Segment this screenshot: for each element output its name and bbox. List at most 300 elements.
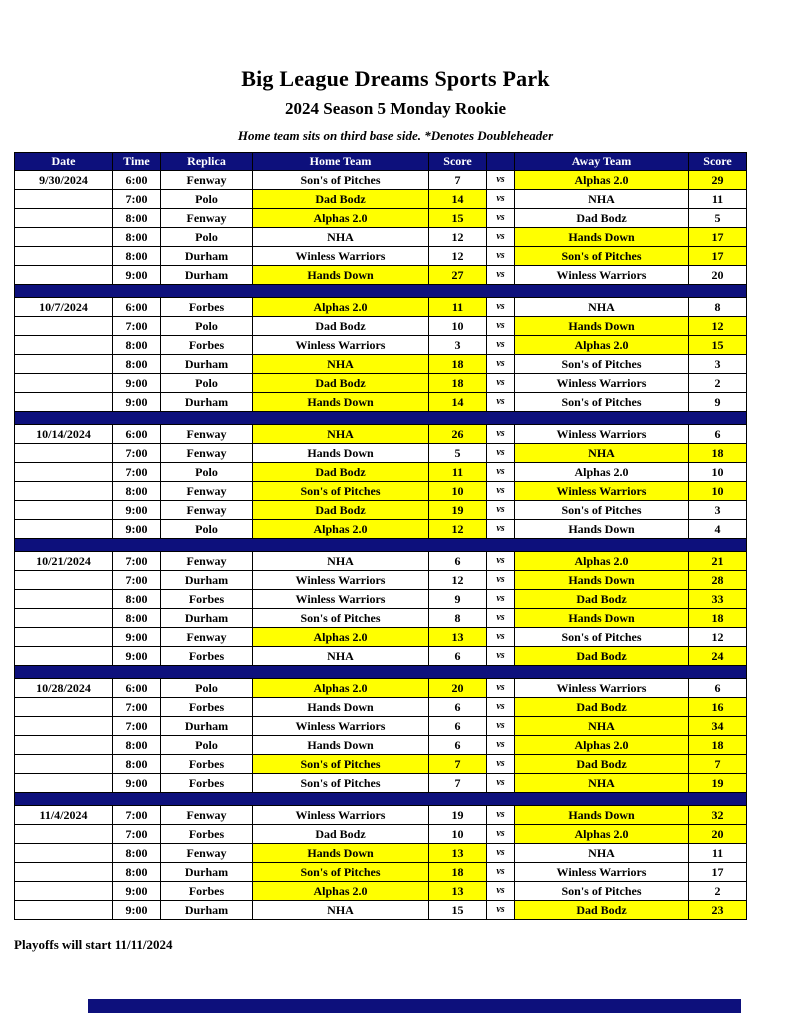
time-cell: 8:00: [113, 247, 161, 266]
schedule-row: [15, 901, 747, 920]
replica-cell: Polo: [161, 190, 253, 209]
vs-cell: vs: [487, 755, 515, 774]
schedule-row: [15, 679, 747, 698]
time-cell: 7:00: [113, 317, 161, 336]
away-team-cell: Hands Down: [515, 520, 689, 539]
time-cell: 7:00: [113, 190, 161, 209]
schedule-row: [15, 863, 747, 882]
time-cell: 7:00: [113, 717, 161, 736]
time-cell: 8:00: [113, 863, 161, 882]
away-score-cell: 28: [689, 571, 747, 590]
home-team-cell: Alphas 2.0: [253, 628, 429, 647]
home-score-cell: 18: [429, 863, 487, 882]
home-score-cell: 10: [429, 825, 487, 844]
schedule-row: [15, 647, 747, 666]
time-cell: 8:00: [113, 844, 161, 863]
away-score-cell: 3: [689, 355, 747, 374]
replica-cell: Fenway: [161, 552, 253, 571]
home-team-cell: Hands Down: [253, 698, 429, 717]
home-team-cell: NHA: [253, 647, 429, 666]
time-cell: 6:00: [113, 679, 161, 698]
date-cell: [15, 717, 113, 736]
replica-cell: Durham: [161, 355, 253, 374]
time-cell: 6:00: [113, 171, 161, 190]
home-score-cell: 18: [429, 374, 487, 393]
date-cell: [15, 863, 113, 882]
time-cell: 7:00: [113, 571, 161, 590]
time-cell: 9:00: [113, 266, 161, 285]
schedule-row: [15, 209, 747, 228]
home-team-cell: Winless Warriors: [253, 806, 429, 825]
away-team-cell: Alphas 2.0: [515, 463, 689, 482]
away-team-cell: Alphas 2.0: [515, 825, 689, 844]
date-cell: [15, 228, 113, 247]
date-cell: 11/4/2024: [15, 806, 113, 825]
vs-cell: vs: [487, 736, 515, 755]
replica-cell: Fenway: [161, 171, 253, 190]
date-cell: [15, 825, 113, 844]
home-score-cell: 11: [429, 463, 487, 482]
group-separator: [15, 412, 747, 425]
home-team-cell: Alphas 2.0: [253, 882, 429, 901]
home-team-cell: Son's of Pitches: [253, 609, 429, 628]
date-cell: [15, 590, 113, 609]
home-team-cell: NHA: [253, 425, 429, 444]
schedule-row: [15, 736, 747, 755]
schedule-row: [15, 806, 747, 825]
time-cell: 8:00: [113, 336, 161, 355]
away-team-cell: Hands Down: [515, 571, 689, 590]
time-cell: 9:00: [113, 901, 161, 920]
home-team-cell: Dad Bodz: [253, 374, 429, 393]
vs-cell: vs: [487, 901, 515, 920]
schedule-row: [15, 501, 747, 520]
date-cell: [15, 647, 113, 666]
away-team-cell: Son's of Pitches: [515, 882, 689, 901]
away-score-cell: 18: [689, 736, 747, 755]
date-cell: [15, 463, 113, 482]
home-team-cell: Hands Down: [253, 393, 429, 412]
away-team-cell: Hands Down: [515, 317, 689, 336]
date-cell: [15, 266, 113, 285]
footer-bar: [88, 999, 741, 1013]
schedule-row: [15, 609, 747, 628]
date-cell: [15, 571, 113, 590]
replica-cell: Polo: [161, 736, 253, 755]
home-score-cell: 14: [429, 393, 487, 412]
away-score-cell: 17: [689, 863, 747, 882]
away-score-cell: 32: [689, 806, 747, 825]
away-score-cell: 7: [689, 755, 747, 774]
replica-cell: Fenway: [161, 844, 253, 863]
schedule-body: [15, 171, 747, 920]
away-team-cell: Dad Bodz: [515, 698, 689, 717]
time-cell: 6:00: [113, 298, 161, 317]
vs-cell: vs: [487, 679, 515, 698]
vs-cell: vs: [487, 520, 515, 539]
schedule-row: [15, 628, 747, 647]
schedule-row: [15, 374, 747, 393]
away-team-cell: Winless Warriors: [515, 679, 689, 698]
schedule-row: [15, 590, 747, 609]
away-team-cell: Hands Down: [515, 609, 689, 628]
away-team-cell: Alphas 2.0: [515, 171, 689, 190]
schedule-row: [15, 520, 747, 539]
home-team-cell: Son's of Pitches: [253, 863, 429, 882]
vs-cell: vs: [487, 609, 515, 628]
date-cell: [15, 247, 113, 266]
replica-cell: Forbes: [161, 774, 253, 793]
time-cell: 8:00: [113, 755, 161, 774]
home-score-cell: 9: [429, 590, 487, 609]
replica-cell: Durham: [161, 247, 253, 266]
time-cell: 8:00: [113, 609, 161, 628]
date-cell: [15, 501, 113, 520]
home-score-cell: 14: [429, 190, 487, 209]
schedule-row: [15, 755, 747, 774]
replica-cell: Polo: [161, 520, 253, 539]
schedule-row: [15, 317, 747, 336]
schedule-row: [15, 336, 747, 355]
replica-cell: Forbes: [161, 825, 253, 844]
away-team-cell: Dad Bodz: [515, 209, 689, 228]
replica-cell: Fenway: [161, 806, 253, 825]
header-vs: [487, 153, 515, 171]
home-team-cell: NHA: [253, 552, 429, 571]
schedule-row: [15, 355, 747, 374]
replica-cell: Forbes: [161, 882, 253, 901]
home-score-cell: 11: [429, 298, 487, 317]
away-team-cell: Winless Warriors: [515, 863, 689, 882]
time-cell: 9:00: [113, 774, 161, 793]
replica-cell: Fenway: [161, 482, 253, 501]
home-team-cell: Son's of Pitches: [253, 774, 429, 793]
home-score-cell: 6: [429, 736, 487, 755]
time-cell: 8:00: [113, 482, 161, 501]
home-score-cell: 8: [429, 609, 487, 628]
vs-cell: vs: [487, 425, 515, 444]
away-score-cell: 11: [689, 844, 747, 863]
time-cell: 8:00: [113, 736, 161, 755]
schedule-row: [15, 698, 747, 717]
date-cell: [15, 755, 113, 774]
time-cell: 9:00: [113, 647, 161, 666]
header-home-team: Home Team: [253, 153, 429, 171]
schedule-row: [15, 444, 747, 463]
date-cell: [15, 374, 113, 393]
home-score-cell: 6: [429, 552, 487, 571]
vs-cell: vs: [487, 374, 515, 393]
away-score-cell: 6: [689, 425, 747, 444]
home-score-cell: 5: [429, 444, 487, 463]
home-score-cell: 12: [429, 520, 487, 539]
header-replica: Replica: [161, 153, 253, 171]
vs-cell: vs: [487, 844, 515, 863]
replica-cell: Fenway: [161, 444, 253, 463]
home-score-cell: 6: [429, 717, 487, 736]
away-score-cell: 20: [689, 266, 747, 285]
date-cell: [15, 698, 113, 717]
away-score-cell: 17: [689, 247, 747, 266]
home-team-cell: Winless Warriors: [253, 590, 429, 609]
vs-cell: vs: [487, 698, 515, 717]
away-team-cell: Winless Warriors: [515, 266, 689, 285]
home-score-cell: 12: [429, 247, 487, 266]
away-score-cell: 12: [689, 317, 747, 336]
home-team-cell: Alphas 2.0: [253, 520, 429, 539]
header-time: Time: [113, 153, 161, 171]
date-cell: [15, 609, 113, 628]
away-team-cell: Winless Warriors: [515, 482, 689, 501]
date-cell: [15, 482, 113, 501]
home-score-cell: 13: [429, 628, 487, 647]
away-team-cell: Dad Bodz: [515, 755, 689, 774]
away-team-cell: NHA: [515, 298, 689, 317]
home-score-cell: 7: [429, 755, 487, 774]
away-score-cell: 8: [689, 298, 747, 317]
date-cell: [15, 393, 113, 412]
home-team-cell: Alphas 2.0: [253, 298, 429, 317]
time-cell: 7:00: [113, 444, 161, 463]
away-team-cell: NHA: [515, 190, 689, 209]
schedule-row: [15, 228, 747, 247]
schedule-row: [15, 247, 747, 266]
vs-cell: vs: [487, 863, 515, 882]
playoffs-note: Playoffs will start 11/11/2024: [14, 937, 173, 952]
home-score-cell: 7: [429, 774, 487, 793]
schedule-table: [14, 152, 747, 920]
away-team-cell: Alphas 2.0: [515, 736, 689, 755]
away-team-cell: Alphas 2.0: [515, 336, 689, 355]
vs-cell: vs: [487, 266, 515, 285]
time-cell: 9:00: [113, 882, 161, 901]
date-cell: 10/7/2024: [15, 298, 113, 317]
date-cell: [15, 444, 113, 463]
away-score-cell: 2: [689, 374, 747, 393]
home-team-cell: Winless Warriors: [253, 571, 429, 590]
home-score-cell: 13: [429, 882, 487, 901]
time-cell: 8:00: [113, 355, 161, 374]
schedule-row: [15, 298, 747, 317]
away-team-cell: Winless Warriors: [515, 425, 689, 444]
date-cell: 9/30/2024: [15, 171, 113, 190]
replica-cell: Fenway: [161, 628, 253, 647]
away-score-cell: 34: [689, 717, 747, 736]
home-score-cell: 13: [429, 844, 487, 863]
replica-cell: Polo: [161, 228, 253, 247]
away-score-cell: 16: [689, 698, 747, 717]
replica-cell: Forbes: [161, 647, 253, 666]
home-team-cell: Dad Bodz: [253, 501, 429, 520]
date-cell: [15, 882, 113, 901]
time-cell: 8:00: [113, 590, 161, 609]
replica-cell: Forbes: [161, 298, 253, 317]
time-cell: 9:00: [113, 393, 161, 412]
home-score-cell: 12: [429, 228, 487, 247]
replica-cell: Fenway: [161, 425, 253, 444]
time-cell: 7:00: [113, 552, 161, 571]
away-team-cell: Son's of Pitches: [515, 393, 689, 412]
vs-cell: vs: [487, 552, 515, 571]
away-team-cell: Son's of Pitches: [515, 355, 689, 374]
home-score-cell: 10: [429, 482, 487, 501]
home-team-note: Home team sits on third base side. *Denotes Doubleheader: [237, 128, 554, 143]
date-cell: [15, 190, 113, 209]
away-team-cell: Alphas 2.0: [515, 552, 689, 571]
schedule-row: [15, 844, 747, 863]
away-team-cell: Son's of Pitches: [515, 628, 689, 647]
vs-cell: vs: [487, 825, 515, 844]
home-team-cell: Hands Down: [253, 266, 429, 285]
home-team-cell: Dad Bodz: [253, 317, 429, 336]
away-score-cell: 24: [689, 647, 747, 666]
home-score-cell: 26: [429, 425, 487, 444]
away-team-cell: Son's of Pitches: [515, 501, 689, 520]
away-score-cell: 21: [689, 552, 747, 571]
vs-cell: vs: [487, 774, 515, 793]
away-score-cell: 18: [689, 609, 747, 628]
away-team-cell: Dad Bodz: [515, 647, 689, 666]
schedule-row: [15, 171, 747, 190]
vs-cell: vs: [487, 571, 515, 590]
home-team-cell: NHA: [253, 355, 429, 374]
date-cell: 10/28/2024: [15, 679, 113, 698]
away-score-cell: 33: [689, 590, 747, 609]
date-cell: [15, 520, 113, 539]
vs-cell: vs: [487, 355, 515, 374]
home-score-cell: 10: [429, 317, 487, 336]
schedule-row: [15, 774, 747, 793]
home-team-cell: Alphas 2.0: [253, 679, 429, 698]
replica-cell: Forbes: [161, 590, 253, 609]
date-cell: [15, 317, 113, 336]
home-team-cell: NHA: [253, 228, 429, 247]
away-score-cell: 18: [689, 444, 747, 463]
replica-cell: Polo: [161, 374, 253, 393]
schedule-row: [15, 571, 747, 590]
header-away-score: Score: [689, 153, 747, 171]
away-score-cell: 29: [689, 171, 747, 190]
vs-cell: vs: [487, 501, 515, 520]
vs-cell: vs: [487, 228, 515, 247]
date-cell: [15, 355, 113, 374]
vs-cell: vs: [487, 336, 515, 355]
vs-cell: vs: [487, 590, 515, 609]
replica-cell: Forbes: [161, 698, 253, 717]
date-cell: [15, 336, 113, 355]
replica-cell: Polo: [161, 317, 253, 336]
home-score-cell: 15: [429, 209, 487, 228]
vs-cell: vs: [487, 717, 515, 736]
time-cell: 7:00: [113, 825, 161, 844]
date-cell: [15, 628, 113, 647]
schedule-row: [15, 266, 747, 285]
time-cell: 6:00: [113, 425, 161, 444]
away-score-cell: 20: [689, 825, 747, 844]
home-score-cell: 19: [429, 501, 487, 520]
time-cell: 9:00: [113, 501, 161, 520]
away-team-cell: Hands Down: [515, 806, 689, 825]
home-team-cell: Dad Bodz: [253, 463, 429, 482]
group-separator: [15, 793, 747, 806]
home-team-cell: Son's of Pitches: [253, 755, 429, 774]
time-cell: 8:00: [113, 228, 161, 247]
schedule-row: [15, 425, 747, 444]
date-cell: 10/21/2024: [15, 552, 113, 571]
replica-cell: Fenway: [161, 501, 253, 520]
away-score-cell: 3: [689, 501, 747, 520]
home-score-cell: 20: [429, 679, 487, 698]
replica-cell: Polo: [161, 679, 253, 698]
date-cell: [15, 774, 113, 793]
replica-cell: Forbes: [161, 755, 253, 774]
vs-cell: vs: [487, 247, 515, 266]
away-score-cell: 10: [689, 463, 747, 482]
home-team-cell: Winless Warriors: [253, 717, 429, 736]
replica-cell: Durham: [161, 609, 253, 628]
date-cell: [15, 901, 113, 920]
home-score-cell: 6: [429, 698, 487, 717]
vs-cell: vs: [487, 882, 515, 901]
replica-cell: Durham: [161, 901, 253, 920]
away-score-cell: 9: [689, 393, 747, 412]
home-score-cell: 7: [429, 171, 487, 190]
group-separator: [15, 666, 747, 679]
replica-cell: Durham: [161, 863, 253, 882]
away-score-cell: 2: [689, 882, 747, 901]
vs-cell: vs: [487, 209, 515, 228]
vs-cell: vs: [487, 190, 515, 209]
time-cell: 9:00: [113, 628, 161, 647]
schedule-row: [15, 552, 747, 571]
group-separator: [15, 285, 747, 298]
away-team-cell: Dad Bodz: [515, 590, 689, 609]
replica-cell: Durham: [161, 266, 253, 285]
vs-cell: vs: [487, 647, 515, 666]
away-score-cell: 19: [689, 774, 747, 793]
home-score-cell: 18: [429, 355, 487, 374]
replica-cell: Polo: [161, 463, 253, 482]
vs-cell: vs: [487, 463, 515, 482]
vs-cell: vs: [487, 482, 515, 501]
vs-cell: vs: [487, 806, 515, 825]
home-score-cell: 15: [429, 901, 487, 920]
away-team-cell: Hands Down: [515, 228, 689, 247]
time-cell: 7:00: [113, 463, 161, 482]
away-team-cell: NHA: [515, 774, 689, 793]
home-team-cell: Alphas 2.0: [253, 209, 429, 228]
away-score-cell: 5: [689, 209, 747, 228]
away-team-cell: NHA: [515, 717, 689, 736]
date-cell: [15, 736, 113, 755]
schedule-row: [15, 482, 747, 501]
vs-cell: vs: [487, 393, 515, 412]
date-cell: 10/14/2024: [15, 425, 113, 444]
date-cell: [15, 209, 113, 228]
replica-cell: Durham: [161, 571, 253, 590]
header-row: [15, 153, 747, 171]
away-score-cell: 4: [689, 520, 747, 539]
header-date: Date: [15, 153, 113, 171]
away-score-cell: 12: [689, 628, 747, 647]
vs-cell: vs: [487, 298, 515, 317]
away-score-cell: 6: [689, 679, 747, 698]
time-cell: 9:00: [113, 520, 161, 539]
home-team-cell: Dad Bodz: [253, 190, 429, 209]
time-cell: 7:00: [113, 806, 161, 825]
home-team-cell: Son's of Pitches: [253, 171, 429, 190]
away-score-cell: 10: [689, 482, 747, 501]
